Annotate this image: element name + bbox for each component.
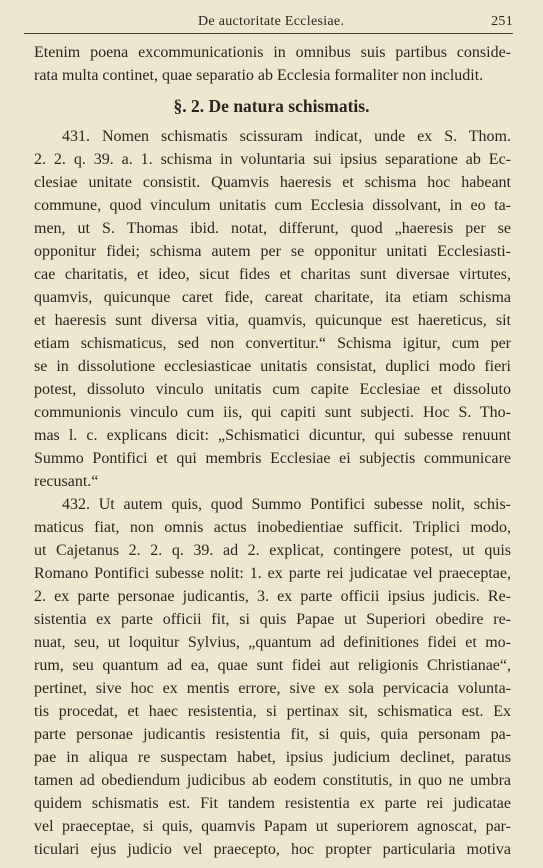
text-line: parte personae judicantis resistentia fit, si quis, quia personam pa- (34, 726, 511, 743)
text-line: se in dissolutione ecclesiasticae unitatis consistat, duplici modo fieri (34, 358, 511, 375)
text-line: tamen ad obediendum judicibus ab eodem constitutis, in quo ne umbra (34, 772, 511, 789)
text-line: clesiae unitate consistit. Quamvis haeresis et schisma hoc habeant (34, 174, 511, 191)
text-line: mas l. c. explicans dicit: „Schismatici dicuntur, qui subesse renuunt (34, 427, 511, 444)
text-line: 432. Ut autem quis, quod Summo Pontifici subesse nolit, schis- (62, 496, 511, 513)
text-line: men, ut S. Thomas ibid. notat, differunt, quod „haeresis per se (34, 220, 511, 237)
section-heading: §. 2. De natura schismatis. (173, 96, 370, 116)
page-number: 251 (491, 14, 513, 29)
text-line: ut Cajetanus 2. 2. q. 39. ad 2. explicat, contingere potest, ut quis (34, 542, 511, 559)
running-title: De auctoritate Ecclesiae. (198, 14, 345, 29)
header-rule (24, 33, 513, 34)
text-line: vel praeceptae, si quis, quamvis Papam ut superiorem agnoscat, par- (34, 818, 511, 835)
text-line: ticulari ejus judicio vel praecepto, hoc propter particularia motiva (34, 841, 511, 858)
text-line: potest, dissoluto vinculo unitatis cum capite Ecclesiae et dissoluto (34, 381, 511, 398)
text-line: quamvis, quicunque caret fide, careat charitate, ita etiam schisma (34, 289, 511, 306)
text-line: rum, seu quantum ad ea, quae sunt fidei aut religionis Christianae“, (34, 657, 511, 674)
text-line: 2. 2. q. 39. a. 1. schisma in voluntaria sui ipsius separatione ab Ec- (34, 151, 511, 168)
text-line: communionis vinculo cum iis, qui capiti sunt subjecti. Hoc S. Tho- (34, 404, 511, 421)
text-line: Etenim poena excommunicationis in omnibus suis partibus conside- (34, 44, 511, 61)
text-line: sistentia ex parte officii fit, si quis Papae ut Superiori obedire re- (34, 611, 511, 628)
text-line: commune, quod vinculum unitatis cum Ecclesia dissolvant, in eo ta- (34, 197, 511, 214)
text-line: pae in aliqua re suspectam habet, ipsius judicium declinet, paratus (34, 749, 511, 766)
text-line: maticus fiat, non omnis actus inobedientiae sufficit. Triplici modo, (34, 519, 511, 536)
text-line: rata multa continet, quae separatio ab Ecclesia formaliter non includit. (34, 67, 484, 84)
text-line: etiam schismaticus, sed non convertitur.“ Schisma igitur, cum per (34, 335, 511, 352)
text-line: 2. ex parte personae judicantis, 3. ex parte officii ipsius judicis. Re- (34, 588, 511, 605)
text-line: et haeresis sunt diversa vitia, quamvis, quicunque est haereticus, sit (34, 312, 511, 329)
running-header (0, 14, 543, 32)
text-line: recusant.“ (34, 473, 99, 490)
text-line: 431. Nomen schismatis scissuram indicat, unde ex S. Thom. (62, 128, 511, 145)
text-line: tis procedat, et haec resistentia, si pertinax sit, schismatica est. Ex (34, 703, 511, 720)
text-line: Romano Pontifici subesse nolit: 1. ex parte rei judicatae vel praeceptae, (34, 565, 511, 582)
text-line: nuat, seu, ut loquitur Sylvius, „quantum ad definitiones fidei et mo- (34, 634, 511, 651)
text-line: cae charitatis, et ideo, sicut fides et charitas sunt diversae virtutes, (34, 266, 511, 283)
text-line: quidem schismatis est. Fit tandem resistentia ex parte rei judicatae (34, 795, 511, 812)
text-line: Summo Pontifici et qui membris Ecclesiae ei subjectis communicare (34, 450, 511, 467)
text-line: pertinet, sive hoc ex mentis errore, sive ex sola pervicacia volunta- (34, 680, 511, 697)
text-line: opponitur fidei; schisma autem per se opponitur unitati Ecclesiasti- (34, 243, 511, 260)
